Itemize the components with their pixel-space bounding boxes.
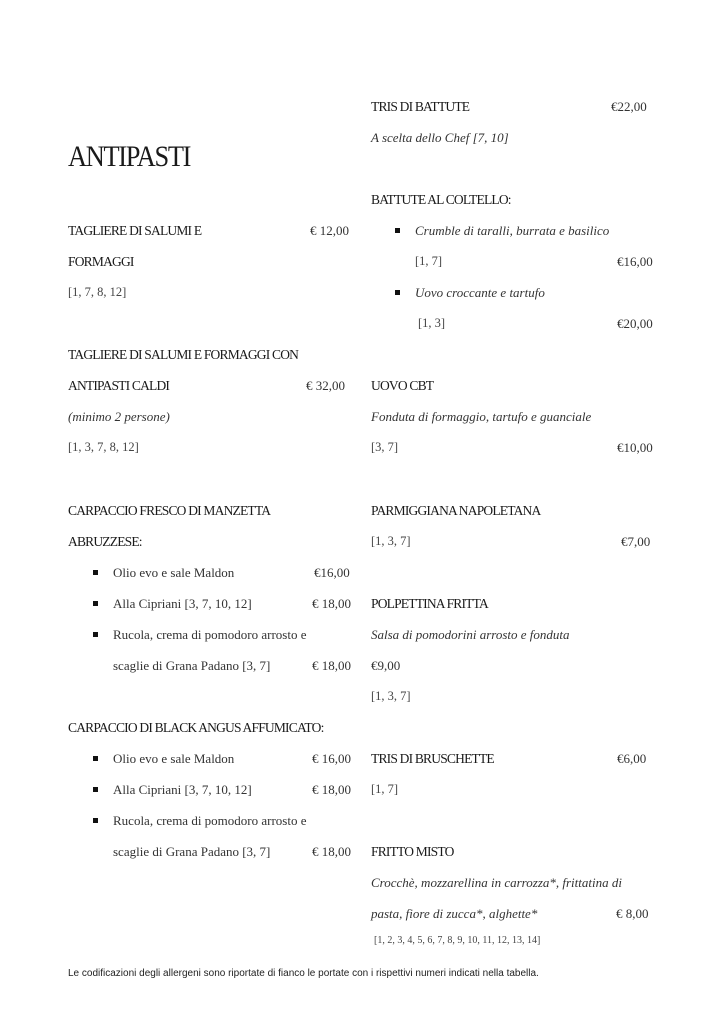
bullet-icon [93,632,98,637]
item-allergens: [3, 7] [371,440,399,454]
item-note: (minimo 2 persone) [68,409,170,424]
item-name: CARPACCIO DI BLACK ANGUS AFFUMICATO: [68,720,324,735]
bullet-icon [93,787,98,792]
item-name: POLPETTINA FRITTA [371,596,488,611]
item-name-cont: FORMAGGI [68,254,134,269]
item-desc-cont: pasta, fiore di zucca*, alghette* [371,906,538,921]
option-label-cont: scaglie di Grana Padano [3, 7] [113,844,271,859]
option-allergens: [1, 7] [415,254,443,268]
option-label: Uovo croccante e tartufo [415,285,545,300]
item-allergens: [1, 3, 7] [371,534,411,548]
option-label-cont: scaglie di Grana Padano [3, 7] [113,658,271,673]
item-allergens: [1, 3, 7, 8, 12] [68,440,139,454]
option-label: Rucola, crema di pomodoro arrosto e [113,627,307,642]
item-name: CARPACCIO FRESCO DI MANZETTA [68,503,271,518]
option-label: Crumble di taralli, burrata e basilico [415,223,610,238]
option-price: € 18,00 [312,596,351,611]
item-allergens: [1, 3, 7] [371,689,411,703]
option-price: € 16,00 [312,751,351,766]
option-label: Rucola, crema di pomodoro arrosto e [113,813,307,828]
item-name: BATTUTE AL COLTELLO: [371,192,511,207]
bullet-icon [395,228,400,233]
item-allergens: [1, 7, 8, 12] [68,285,127,299]
option-price: €20,00 [617,316,653,331]
item-allergens: [1, 2, 3, 4, 5, 6, 7, 8, 9, 10, 11, 12, 13, 14] [374,935,541,946]
bullet-icon [93,756,98,761]
option-allergens: [1, 3] [418,316,446,330]
item-desc: Fonduta di formaggio, tartufo e guanciale [371,409,592,424]
option-price: €16,00 [314,565,350,580]
item-name: TAGLIERE DI SALUMI E [68,223,202,238]
item-price: €9,00 [371,658,401,673]
allergen-footnote: Le codificazioni degli allergeni sono riportate di fianco le portate con i rispettivi numeri indicati nella tabella. [68,968,539,979]
item-price: € 12,00 [310,223,349,238]
option-price: € 18,00 [312,844,351,859]
item-price: €10,00 [617,440,653,455]
bullet-icon [395,290,400,295]
item-price: €22,00 [611,99,647,114]
item-name: TAGLIERE DI SALUMI E FORMAGGI CON [68,347,299,362]
bullet-icon [93,570,98,575]
item-name: TRIS DI BATTUTE [371,99,470,114]
item-name-cont: ABRUZZESE: [68,534,142,549]
option-label: Alla Cipriani [3, 7, 10, 12] [113,596,252,611]
page-title: ANTIPASTI [68,140,191,173]
item-desc: A scelta dello Chef [7, 10] [371,130,509,145]
item-desc: Crocchè, mozzarellina in carrozza*, frittatina di [371,875,622,890]
item-name: FRITTO MISTO [371,844,454,859]
bullet-icon [93,601,98,606]
item-name-cont: ANTIPASTI CALDI [68,378,170,393]
item-price: € 32,00 [306,378,345,393]
option-price: €16,00 [617,254,653,269]
item-price: € 8,00 [616,906,649,921]
item-desc: Salsa di pomodorini arrosto e fonduta [371,627,570,642]
option-label: Olio evo e sale Maldon [113,751,235,766]
item-price: €6,00 [617,751,647,766]
item-name: UOVO CBT [371,378,434,393]
option-price: € 18,00 [312,658,351,673]
option-label: Olio evo e sale Maldon [113,565,235,580]
option-price: € 18,00 [312,782,351,797]
item-name: PARMIGGIANA NAPOLETANA [371,503,541,518]
item-allergens: [1, 7] [371,782,399,796]
bullet-icon [93,818,98,823]
item-price: €7,00 [621,534,651,549]
item-name: TRIS DI BRUSCHETTE [371,751,494,766]
option-label: Alla Cipriani [3, 7, 10, 12] [113,782,252,797]
